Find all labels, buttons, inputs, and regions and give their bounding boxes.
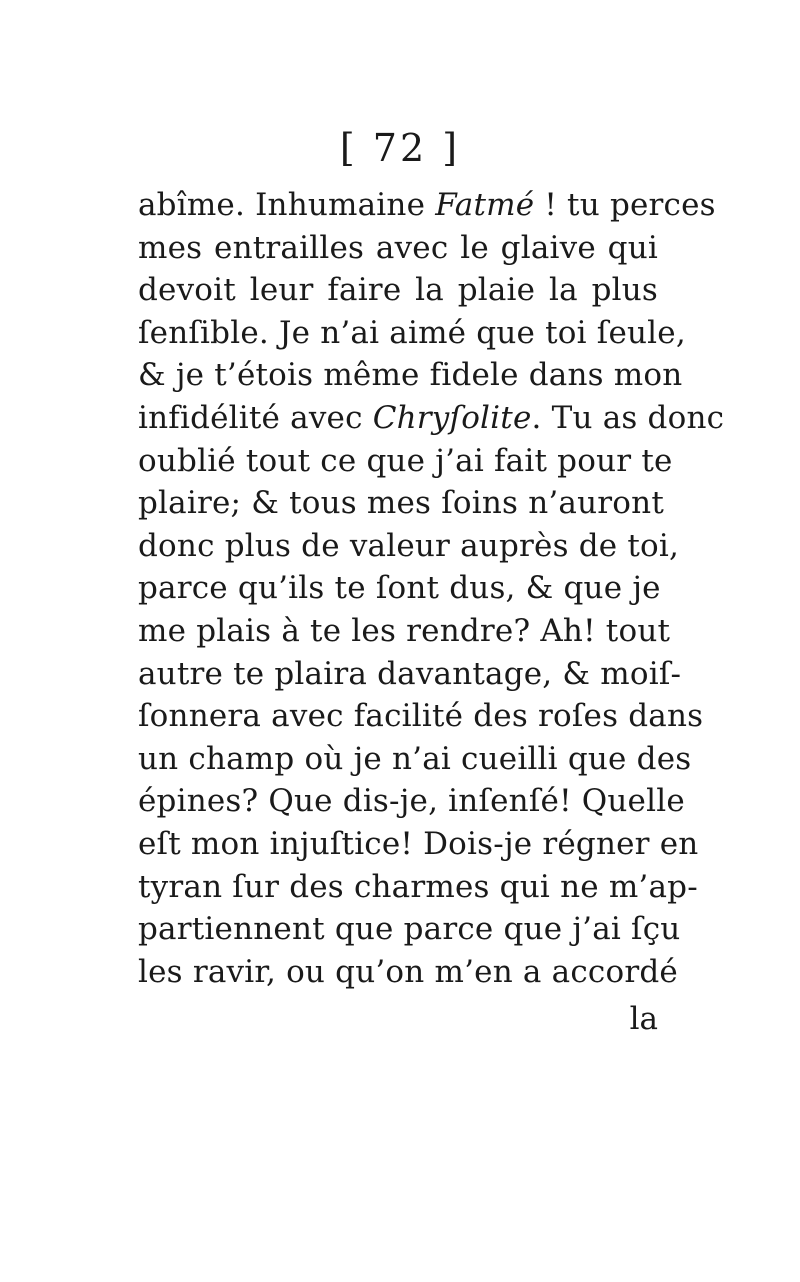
text-line: eſt mon injuſtice! Dois-je régner en (138, 825, 699, 862)
text-line: plaire; & tous mes ſoins n’auront (138, 485, 664, 522)
text-line: abîme. Inhumaine Fatmé ! tu perces (138, 187, 716, 223)
text-line: un champ où je n’ai cueilli que des (138, 740, 692, 777)
catchword: la (629, 1001, 658, 1037)
text-line: autre te plaira davantage, & moiſ- (138, 655, 682, 692)
text-line: tyran ſur des charmes qui ne m’ap- (138, 868, 698, 905)
text-line: ſonnera avec facilité des roſes dans (138, 698, 704, 735)
text-line: donc plus de valeur auprès de toi, (138, 527, 680, 564)
text-line: infidélité avec Chryſolite. Tu as donc (138, 399, 725, 436)
text-line: épines? Que dis-je, inſenſé! Quelle (138, 783, 685, 820)
text-line: me plais à te les rendre? Ah! tout (138, 612, 671, 649)
text-line: les ravir, ou qu’on m’en a accordé (138, 953, 678, 990)
text-line: devoit leur faire la plaie la plus (138, 272, 658, 309)
page-number: [ 72 ] (339, 126, 461, 170)
text-line: & je t’étois même fidele dans mon (138, 357, 683, 394)
text-line: partiennent que parce que j’ai ſçu (138, 911, 681, 948)
text-line: oublié tout ce que j’ai fait pour te (138, 442, 673, 479)
text-line: ſenſible. Je n’ai aimé que toi ſeule, (138, 314, 686, 351)
body-text (138, 184, 725, 993)
text-line: mes entrailles avec le glaive qui (138, 229, 658, 266)
text-line: parce qu’ils te ſont dus, & que je (138, 570, 661, 607)
italic-name: Chryſolite (372, 399, 532, 436)
italic-name: Fatmé (435, 187, 535, 223)
